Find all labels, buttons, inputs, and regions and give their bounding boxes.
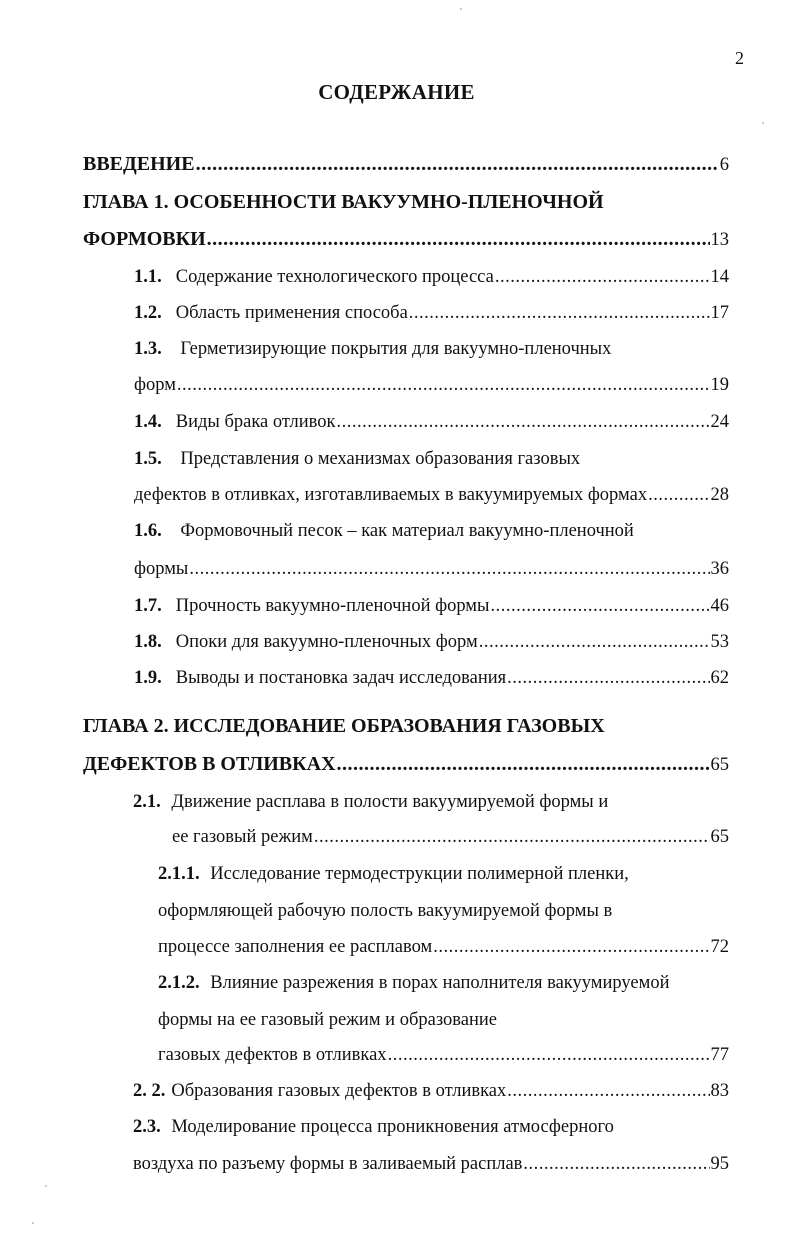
toc-entry-page: 72 [710,937,729,957]
toc-entry-number: 1.9. [134,668,162,688]
toc-entry-page: 19 [710,375,729,395]
toc-entry-text: Представления о механизмах образования газовых [180,449,581,469]
toc-chapter-2-heading-cont [83,750,729,778]
toc-entry-1-6-cont [134,555,729,583]
toc-entry-number: 2. 2. [133,1081,166,1101]
scan-speck [45,1185,47,1187]
dot-leader [507,664,709,692]
toc-entry-2-1-1 [158,860,629,888]
toc-entry-text: формы [134,559,189,579]
toc-entry-text: Герметизирующие покрытия для вакуумно-пленочных [180,339,612,359]
dot-leader [177,371,710,399]
dot-leader [490,592,709,620]
toc-chapter-1-heading [83,188,604,216]
toc-entry-number: 2.1. [133,792,161,812]
toc-entry-1-1 [134,263,729,291]
toc-entry-number: 1.4. [134,412,162,432]
toc-entry-2-1-cont [172,823,729,851]
dot-leader [479,628,710,656]
toc-entry-text: Формовочный песок – как материал вакуумно-пленочной [180,521,634,541]
toc-entry-1-9 [134,664,729,692]
toc-entry-number: 1.8. [134,632,162,652]
toc-entry-1-2 [134,299,729,327]
scan-speck [32,1222,34,1224]
toc-entry-text: формы на ее газовый режим и образование [158,1010,497,1030]
dot-leader [409,299,710,327]
toc-entry-text: Моделирование процесса проникновения атмосферного [171,1117,614,1137]
dot-leader [523,1150,709,1178]
toc-entry-text: ВВЕДЕНИЕ [83,153,195,175]
toc-entry-number: 2.1.1. [158,864,200,884]
toc-entry-page: 17 [710,303,729,323]
scan-speck [460,8,462,10]
dot-leader [507,1077,709,1105]
toc-entry-2-3 [133,1113,614,1141]
toc-chapter-1-heading-cont [83,225,729,253]
toc-entry-number: 2.1.2. [158,973,200,993]
dot-leader [648,481,709,509]
toc-entry-2-1-2-cont2 [158,1041,729,1069]
toc-entry-text: процессе заполнения ее расплавом [158,937,433,957]
toc-entry-page: 13 [710,230,729,250]
toc-entry-text: ГЛАВА 1. ОСОБЕННОСТИ ВАКУУМНО-ПЛЕНОЧНОЙ [83,191,604,213]
toc-entry-2-1-2 [158,969,669,997]
dot-leader [336,408,709,436]
toc-entry-text: дефектов в отливках, изготавливаемых в вакуумируемых формах [134,485,648,505]
toc-entry-page: 36 [710,559,729,579]
toc-entry-page: 24 [710,412,729,432]
toc-entry-1-8 [134,628,729,656]
toc-entry-2-1-1-cont [158,897,612,925]
toc-entry-text: Область применения способа [175,303,408,323]
toc-entry-number: 1.2. [134,303,162,323]
toc-entry-2-1 [133,788,608,816]
toc-entry-text: Содержание технологического процесса [175,267,494,287]
page-title: СОДЕРЖАНИЕ [318,80,475,104]
toc-entry-text: ДЕФЕКТОВ В ОТЛИВКАХ [83,753,336,775]
dot-leader [388,1041,710,1069]
toc-entry-text: Исследование термодеструкции полимерной пленки, [210,864,629,884]
toc-entry-page: 14 [710,267,729,287]
toc-entry-page: 62 [710,668,729,688]
toc-chapter-2-heading [83,712,605,740]
toc-entry-number: 1.7. [134,596,162,616]
dot-leader [207,225,710,253]
dot-leader [433,933,709,961]
dot-leader [314,823,710,851]
dot-leader [196,150,719,178]
toc-entry-1-4 [134,408,729,436]
toc-entry-number: 1.5. [134,449,162,469]
toc-entry-1-6 [134,517,634,545]
toc-entry-number: 1.1. [134,267,162,287]
toc-entry-text: Влияние разрежения в порах наполнителя вакуумируемой [210,973,670,993]
toc-entry-page: 6 [719,155,729,175]
toc-entry-1-3 [134,335,611,363]
toc-entry-text: Выводы и постановка задач исследования [175,668,507,688]
toc-entry-2-2 [133,1077,729,1105]
toc-entry-page: 28 [710,485,729,505]
page-number: 2 [735,48,744,68]
toc-entry-text: Движение расплава в полости вакуумируемой формы и [171,792,609,812]
toc-entry-text: форм [134,375,176,395]
toc-entry-text: оформляющей рабочую полость вакуумируемой формы в [158,901,613,921]
toc-entry-number: 1.6. [134,521,162,541]
toc-entry-text: ГЛАВА 2. ИССЛЕДОВАНИЕ ОБРАЗОВАНИЯ ГАЗОВЫХ [83,715,605,737]
toc-entry-text: газовых дефектов в отливках [158,1045,387,1065]
toc-entry-introduction [83,150,729,178]
toc-entry-text: Виды брака отливок [175,412,336,432]
toc-entry-number: 2.3. [133,1117,161,1137]
toc-entry-2-1-2-cont [158,1006,497,1034]
toc-entry-page: 53 [710,632,729,652]
toc-entry-1-3-cont [134,371,729,399]
toc-entry-number: 1.3. [134,339,162,359]
toc-entry-2-1-1-cont2 [158,933,729,961]
toc-entry-1-7 [134,592,729,620]
scan-speck [762,122,764,124]
toc-entry-text: Образования газовых дефектов в отливках [171,1081,507,1101]
toc-entry-page: 95 [710,1154,729,1174]
toc-entry-page: 46 [710,596,729,616]
toc-entry-page: 77 [710,1045,729,1065]
dot-leader [189,555,709,583]
toc-entry-text: Опоки для вакуумно-пленочных форм [175,632,478,652]
toc-entry-2-3-cont [133,1150,729,1178]
toc-entry-1-5-cont [134,481,729,509]
toc-entry-page: 83 [710,1081,729,1101]
toc-entry-text: ее газовый режим [172,827,313,847]
toc-entry-text: Прочность вакуумно-пленочной формы [175,596,490,616]
toc-entry-text: ФОРМОВКИ [83,228,206,250]
dot-leader [337,750,710,778]
toc-entry-text: воздуха по разъему формы в заливаемый расплав [133,1154,523,1174]
toc-entry-page: 65 [710,827,729,847]
toc-entry-1-5 [134,445,580,473]
dot-leader [495,263,710,291]
toc-entry-page: 65 [710,755,729,775]
